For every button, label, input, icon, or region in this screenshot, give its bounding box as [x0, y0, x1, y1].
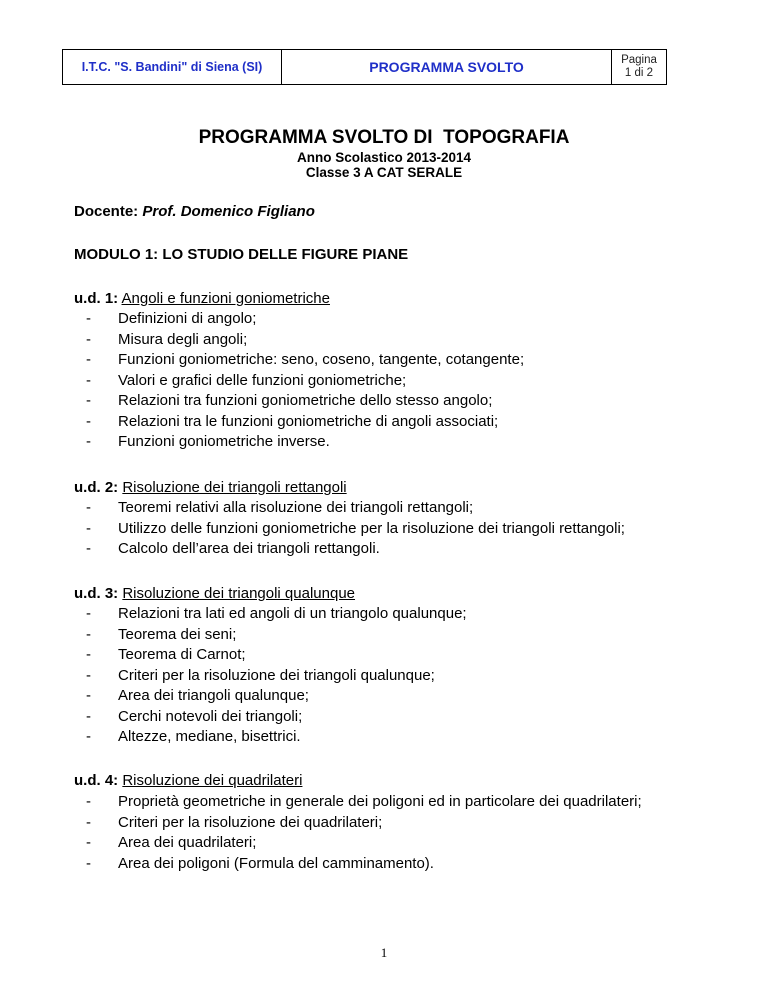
school-name: I.T.C. "S. Bandini" di Siena (SI) — [63, 50, 282, 84]
header-table — [62, 49, 667, 85]
school-year: Anno Scolastico 2013-2014 — [296, 150, 472, 165]
unit-3-list — [86, 605, 467, 749]
list-item: - Criteri per la risoluzione dei quadrilateri; — [86, 813, 383, 831]
teacher-line — [74, 203, 315, 220]
doc-type: PROGRAMMA SVOLTO — [282, 50, 612, 84]
list-item: - Teorema di Carnot; — [86, 646, 246, 663]
module-heading: MODULO 1: LO STUDIO DELLE FIGURE PIANE — [74, 246, 409, 263]
list-item: - Utilizzo delle funzioni goniometriche per la risoluzione dei triangoli rettangoli; — [86, 519, 625, 537]
list-item: - Proprietà geometriche in generale dei poligoni ed in particolare dei quadrilateri; — [86, 793, 642, 810]
page-label: Pagina — [621, 54, 657, 66]
unit-label: u.d. 3: — [74, 585, 119, 602]
unit-title: Risoluzione dei quadrilateri — [122, 772, 303, 789]
list-item: - Cerchi notevoli dei triangoli; — [86, 707, 303, 725]
unit-2-list — [86, 499, 625, 561]
class-name: Classe 3 A CAT SERALE — [305, 165, 463, 180]
list-item: - Relazioni tra le funzioni goniometriche di angoli associati; — [86, 412, 499, 430]
list-item: - Criteri per la risoluzione dei triangoli qualunque; — [86, 666, 435, 684]
page-indicator — [612, 50, 666, 84]
unit-label: u.d. 2: — [74, 479, 119, 496]
list-item: - Funzioni goniometriche inverse. — [86, 433, 330, 450]
unit-title: Risoluzione dei triangoli rettangoli — [122, 479, 347, 496]
list-item: - Misura degli angoli; — [86, 330, 248, 348]
page-number: 1 — [380, 945, 388, 960]
list-item: - Area dei quadrilateri; — [86, 834, 257, 851]
unit-title: Risoluzione dei triangoli qualunque — [122, 585, 356, 602]
unit-2-heading — [74, 479, 347, 496]
list-item: - Relazioni tra funzioni goniometriche dello stesso angolo; — [86, 392, 493, 409]
teacher-label: Docente: — [74, 203, 139, 220]
unit-4-list — [86, 793, 642, 875]
unit-1-heading — [74, 290, 330, 307]
list-item: - Relazioni tra lati ed angoli di un triangolo qualunque; — [86, 605, 467, 622]
unit-label: u.d. 1: — [74, 290, 119, 307]
list-item: - Altezze, mediane, bisettrici. — [86, 728, 301, 745]
list-item: - Teorema dei seni; — [86, 625, 237, 643]
list-item: - Funzioni goniometriche: seno, coseno, tangente, cotangente; — [86, 351, 525, 368]
unit-label: u.d. 4: — [74, 772, 119, 789]
unit-title: Angoli e funzioni goniometriche — [121, 290, 330, 307]
page-of: 1 di 2 — [624, 67, 654, 79]
teacher-name: Prof. Domenico Figliano — [142, 203, 315, 220]
list-item: - Definizioni di angolo; — [86, 310, 257, 327]
unit-4-heading — [74, 772, 302, 789]
list-item: - Calcolo dell’area dei triangoli rettangoli. — [86, 540, 380, 557]
list-item: - Valori e grafici delle funzioni goniometriche; — [86, 371, 407, 389]
list-item: - Area dei poligoni (Formula del camminamento). — [86, 854, 434, 872]
unit-1-list — [86, 310, 524, 454]
page-title: PROGRAMMA SVOLTO DI TOPOGRAFIA — [198, 127, 570, 148]
unit-3-heading — [74, 585, 355, 602]
list-item: - Area dei triangoli qualunque; — [86, 687, 309, 704]
list-item: - Teoremi relativi alla risoluzione dei triangoli rettangoli; — [86, 499, 474, 516]
